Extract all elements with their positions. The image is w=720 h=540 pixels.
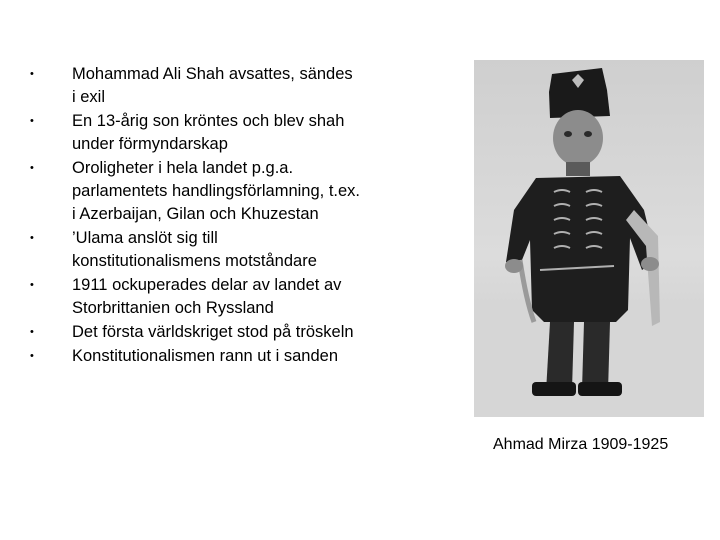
- bullet-item: [30, 227, 360, 273]
- bullet-dot: •: [30, 326, 34, 338]
- bullet-item: [30, 345, 360, 368]
- bullet-item: [30, 274, 360, 320]
- bullet-item: [30, 63, 360, 109]
- bullet-text: Det första världskriget stod på tröskeln: [72, 323, 354, 341]
- bullet-text: Mohammad Ali Shah avsattes, sändes i exil: [72, 65, 353, 106]
- bullet-text: Oroligheter i hela landet p.g.a. parlamentets handlingsförlamning, t.ex. i Azerbaijan, Gilan och Khuzestan: [72, 159, 360, 223]
- portrait-photo: [474, 60, 704, 417]
- bullet-text: 1911 ockuperades delar av landet av Storbrittanien och Ryssland: [72, 276, 342, 317]
- bullet-dot: •: [30, 350, 34, 362]
- bullet-list: [30, 63, 360, 369]
- bullet-dot: •: [30, 232, 34, 244]
- bullet-item: [30, 157, 360, 226]
- bullet-item: [30, 110, 360, 156]
- bullet-text: En 13-årig son kröntes och blev shah under förmyndarskap: [72, 112, 345, 153]
- bullet-text: Konstitutionalismen rann ut i sanden: [72, 347, 338, 365]
- bullet-item: [30, 321, 360, 344]
- bullet-dot: •: [30, 68, 34, 80]
- bullet-dot: •: [30, 162, 34, 174]
- bullet-text: ’Ulama anslöt sig till konstitutionalismens motståndare: [72, 229, 317, 270]
- bullet-dot: •: [30, 115, 34, 127]
- bullet-dot: •: [30, 279, 34, 291]
- photo-caption: Ahmad Mirza 1909-1925: [493, 436, 669, 453]
